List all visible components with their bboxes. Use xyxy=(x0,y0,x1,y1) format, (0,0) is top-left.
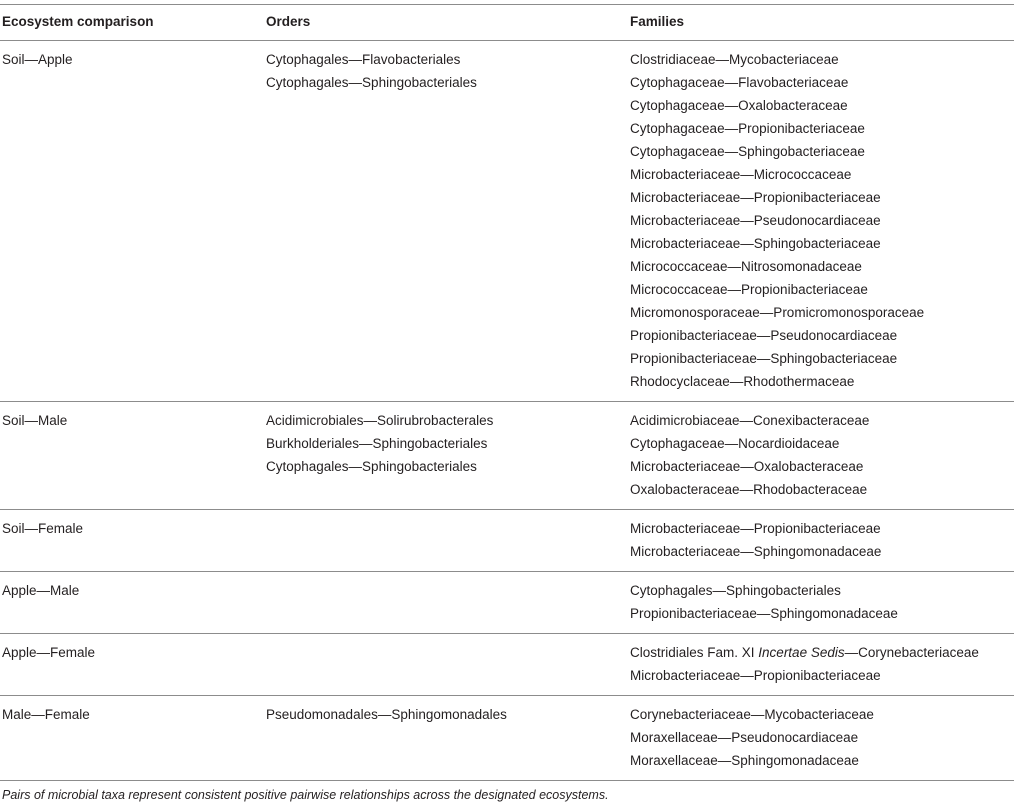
ecosystem-cell: Soil—Male xyxy=(2,413,68,428)
table-row-group xyxy=(0,402,1014,509)
family-pair: Corynebacteriaceae—Mycobacteriaceae xyxy=(630,707,874,722)
family-pair: Clostridiaceae—Mycobacteriaceae xyxy=(630,52,839,67)
family-pair xyxy=(630,641,979,664)
table-row-group xyxy=(0,634,1014,695)
family-pair: Micromonosporaceae—Promicromonosporaceae xyxy=(630,305,925,320)
orders-cell xyxy=(266,409,493,478)
ecosystem-cell: Soil—Female xyxy=(2,521,84,536)
family-pair: Acidimicrobiaceae—Conexibacteraceae xyxy=(630,413,870,428)
family-pair: Microbacteriaceae—Oxalobacteraceae xyxy=(630,459,864,474)
ecosystem-cell: Male—Female xyxy=(2,707,90,722)
taxa-relationship-table xyxy=(0,4,1014,802)
families-cell xyxy=(630,409,869,501)
family-pair: Micrococcaceae—Propionibacteriaceae xyxy=(630,282,868,297)
family-pair: Microbacteriaceae—Propionibacteriaceae xyxy=(630,190,881,205)
order-pair: Cytophagales—Sphingobacteriales xyxy=(266,459,477,474)
family-pair: Cytophagaceae—Propionibacteriaceae xyxy=(630,121,865,136)
header-ecosystem-comparison: Ecosystem comparison xyxy=(2,14,154,29)
orders-cell xyxy=(266,48,477,94)
table-footnote: Pairs of microbial taxa represent consistent positive pairwise relationships across the designated ecosystems. xyxy=(2,788,609,802)
header-orders: Orders xyxy=(266,14,311,29)
family-pair: Microbacteriaceae—Pseudonocardiaceae xyxy=(630,213,881,228)
table-row-group xyxy=(0,572,1014,633)
families-cell xyxy=(630,48,924,393)
ecosystem-cell: Soil—Apple xyxy=(2,52,73,67)
family-pair: Cytophagales—Sphingobacteriales xyxy=(630,583,841,598)
table-row-group xyxy=(0,41,1014,401)
family-pair-italic: Incertae Sedis xyxy=(758,645,845,660)
ecosystem-cell: Apple—Female xyxy=(2,645,96,660)
family-pair: Microbacteriaceae—Micrococcaceae xyxy=(630,167,852,182)
family-pair: Moraxellaceae—Pseudonocardiaceae xyxy=(630,730,859,745)
family-pair: Cytophagaceae—Oxalobacteraceae xyxy=(630,98,848,113)
families-cell xyxy=(630,703,874,772)
order-pair: Cytophagales—Sphingobacteriales xyxy=(266,75,477,90)
order-pair: Pseudomonadales—Sphingomonadales xyxy=(266,707,507,722)
order-pair: Burkholderiales—Sphingobacteriales xyxy=(266,436,488,451)
family-pair: Microbacteriaceae—Sphingomonadaceae xyxy=(630,544,882,559)
family-pair: Microbacteriaceae—Propionibacteriaceae xyxy=(630,668,881,683)
header-families: Families xyxy=(630,14,685,29)
families-cell xyxy=(630,641,979,687)
family-pair: Moraxellaceae—Sphingomonadaceae xyxy=(630,753,859,768)
families-cell xyxy=(630,579,898,625)
order-pair: Cytophagales—Flavobacteriales xyxy=(266,52,461,67)
family-pair: Cytophagaceae—Nocardioidaceae xyxy=(630,436,840,451)
orders-cell xyxy=(266,703,507,726)
family-pair-prefix: Clostridiales Fam. XI xyxy=(630,645,759,660)
family-pair: Oxalobacteraceae—Rhodobacteraceae xyxy=(630,482,868,497)
table-row-group xyxy=(0,510,1014,571)
family-pair-suffix: —Corynebacteriaceae xyxy=(844,645,979,660)
family-pair: Propionibacteriaceae—Sphingobacteriaceae xyxy=(630,351,898,366)
family-pair: Microbacteriaceae—Propionibacteriaceae xyxy=(630,521,881,536)
family-pair: Propionibacteriaceae—Sphingomonadaceae xyxy=(630,606,898,621)
family-pair: Propionibacteriaceae—Pseudonocardiaceae xyxy=(630,328,898,343)
table-body xyxy=(0,41,1014,781)
families-cell xyxy=(630,517,881,563)
order-pair: Acidimicrobiales—Solirubrobacterales xyxy=(266,413,494,428)
family-pair: Micrococcaceae—Nitrosomonadaceae xyxy=(630,259,862,274)
family-pair: Cytophagaceae—Sphingobacteriaceae xyxy=(630,144,865,159)
family-pair: Rhodocyclaceae—Rhodothermaceae xyxy=(630,374,855,389)
table-row-group xyxy=(0,696,1014,780)
family-pair: Microbacteriaceae—Sphingobacteriaceae xyxy=(630,236,881,251)
table-header xyxy=(0,5,1014,40)
ecosystem-cell: Apple—Male xyxy=(2,583,80,598)
row-rule xyxy=(0,780,1014,781)
family-pair: Cytophagaceae—Flavobacteriaceae xyxy=(630,75,849,90)
